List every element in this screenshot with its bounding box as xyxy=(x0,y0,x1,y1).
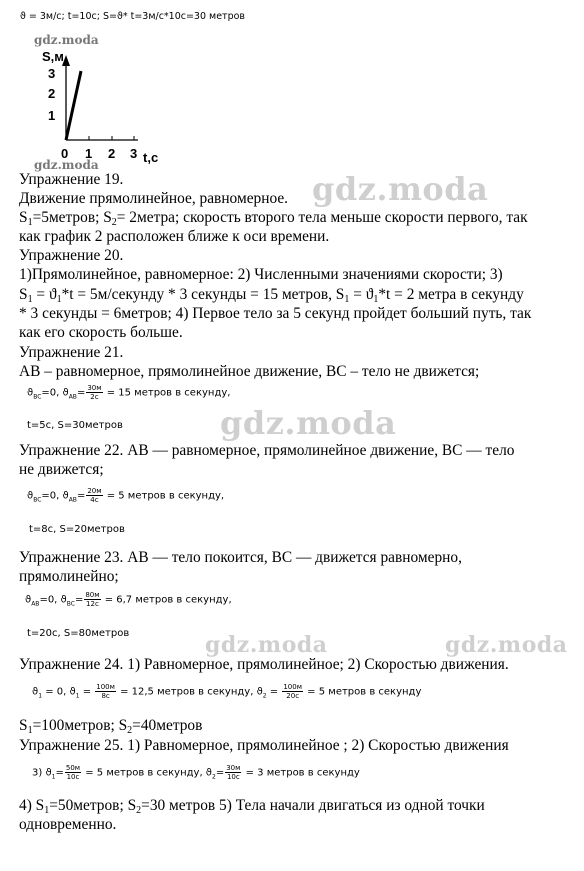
watermark-small-2: gdz.moda xyxy=(34,158,99,172)
watermark-large-1: gdz.moda xyxy=(312,170,489,208)
y-axis-label: S,м xyxy=(42,49,64,64)
ex24-line3: $S_1=100метров$; $S_2=40метров$ xyxy=(19,717,203,736)
watermark-large-3: gdz.moda xyxy=(205,632,328,658)
ex19-line3: как график 2 расположен ближе к оси времени. xyxy=(19,228,330,245)
graph-line xyxy=(66,71,81,140)
ex21-line3: t=5с, S=30метров xyxy=(27,420,123,431)
ex20-line4: как его скорость больше. xyxy=(19,324,183,341)
ex23-formula: $ϑ_{AB}=0$, $ϑ_{BC}=$ $\frac{80м}{12с}$ = 6,7 метров в секунду, xyxy=(25,591,232,608)
x-tick-label-2: 2 xyxy=(108,146,116,161)
ex24-line1: Упражнение 24. 1) Равномерное, прямолинейное; 2) Скоростью движения. xyxy=(19,656,509,673)
x-tick-label-1: 1 xyxy=(85,146,93,161)
ex19-title: Упражнение 19. xyxy=(19,171,124,188)
y-tick-label-2: 2 xyxy=(48,86,56,101)
ex22-formula: $ϑ_{BC}=0$, $ϑ_{AB}=$ $\frac{20м}{4с}$ = 5 метров в секунду, xyxy=(27,487,225,504)
ex22-line1: Упражнение 22. АВ — равномерное, прямолинейное движение, ВС — тело xyxy=(19,442,515,459)
ex23-line1: Упражнение 23. АВ — тело покоится, ВС — движется равномерно, xyxy=(19,549,462,566)
ex23-line2: прямолинейно; xyxy=(19,568,119,585)
y-tick-label-1: 1 xyxy=(48,108,56,123)
ex22-line4: t=8с, S=20метров xyxy=(29,524,125,535)
ex25-formula: 3) $ϑ_1=$ $\frac{50м}{10с}$ = 5 метров в секунду, $ϑ_2=$ $\frac{30м}{10с}$ = 3 метров в секунду xyxy=(32,764,360,781)
watermark-small: gdz.moda xyxy=(34,33,99,47)
x-tick-label-3: 3 xyxy=(130,146,138,161)
ex21-line1: АВ – равномерное, прямолинейное движение, ВС – тело не движется; xyxy=(19,363,480,380)
ex25-line4: одновременно. xyxy=(19,816,117,833)
x-axis-label: t,c xyxy=(143,150,159,165)
watermark-large-2: gdz.moda xyxy=(220,404,397,442)
ex21-title: Упражнение 21. xyxy=(19,344,124,361)
x-tick-label-0: 0 xyxy=(61,146,69,161)
ex25-line1: Упражнение 25. 1) Равномерное, прямолинейное ; 2) Скоростью движения xyxy=(19,737,509,754)
ex24-formula: $ϑ_1 = 0$, $ϑ_1$ = $\frac{100м}{8с}$ = 12,5 метров в секунду, $ϑ_2$ = $\frac{100м}{20с}$ = 5 метров в секунду xyxy=(32,683,422,700)
y-tick-label-3: 3 xyxy=(48,66,56,81)
ex20-title: Упражнение 20. xyxy=(19,247,124,264)
ex19-line1: Движение прямолинейное, равномерное. xyxy=(19,190,289,207)
top-formula: ϑ = 3м/с; t=10с; S=ϑ* t=3м/с*10с=30 метров xyxy=(20,11,246,22)
ex22-line2: не движется; xyxy=(19,461,104,478)
ex20-line1: 1)Прямолинейное, равномерное: 2) Численными значениями скорости; 3) xyxy=(19,266,503,283)
ex20-line3: * 3 секунды = 6метров; 4) Первое тело за 5 секунд пройдет больший путь, так xyxy=(19,305,532,322)
ex23-line4: t=20с, S=80метров xyxy=(27,628,130,639)
ex19-line2: $S_1=5метров$; $S_2=$ 2метра; скорость второго тела меньше скорости первого, так xyxy=(19,209,528,228)
ex20-line2: $S_1 = ϑ_1*t$ = 5м/секунду * 3 секунды = 15 метров, $S_1 = ϑ_1*t = 2$ метра в секунду xyxy=(19,286,524,305)
ex25-line3: 4) $S_1=50метров$; $S_2=30$ метров 5) Тела начали двигаться из одной точки xyxy=(19,797,485,816)
ex21-formula: $ϑ_{BC}=0$, $ϑ_{AB}=$ $\frac{30м}{2с}$ = 15 метров в секунду, xyxy=(27,384,231,401)
watermark-large-4: gdz.moda xyxy=(445,632,568,658)
